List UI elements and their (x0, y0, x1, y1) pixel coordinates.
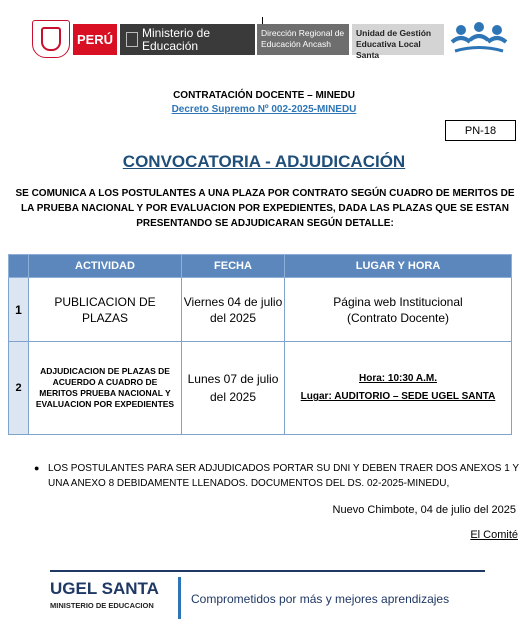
row-actividad: PUBLICACION DE PLAZAS (29, 278, 182, 342)
row-fecha: Viernes 04 de julio del 2025 (182, 278, 285, 342)
coat-of-arms-icon (32, 20, 70, 58)
table-row (9, 342, 512, 435)
shield-outline-icon (126, 32, 138, 47)
table-header-row (9, 255, 512, 278)
note-text: LOS POSTULANTES PARA SER ADJUDICADOS PORTAR SU DNI Y DEBEN TRAER DOS ANEXOS 1 Y UNA ANEXO 8 DEBIDAMENTE LLENADOS. DOCUMENTOS DEL DS. 02-2025-MINEDU, (48, 463, 519, 489)
page-title: CONVOCATORIA - ADJUDICACIÓN (122, 152, 406, 171)
row-lugar-text: Lugar: AUDITORIO – SEDE UGEL SANTA (300, 391, 496, 402)
table-row (9, 278, 512, 342)
ugel-logo-icon (449, 20, 509, 58)
decreto-link[interactable]: Decreto Supremo Nº 002-2025-MINEDU (171, 104, 357, 115)
table-header-actividad: ACTIVIDAD (29, 255, 182, 278)
ugel-label: Unidad de Gestión Educativa Local Santa (352, 24, 444, 55)
row-fecha: Lunes 07 de julio del 2025 (182, 342, 285, 435)
row-lugar (285, 342, 512, 435)
row-actividad: ADJUDICACION DE PLAZAS DE ACUERDO A CUADRO DE MERITOS PRUEBA NACIONAL Y EVALUACION POR EXPEDIENTES (29, 342, 182, 435)
row-lugar: Página web Institucional (Contrato Docente) (285, 278, 512, 342)
doc-heading: CONTRATACIÓN DOCENTE – MINEDU (173, 90, 355, 101)
ministerio-label (120, 24, 255, 55)
intro-text: SE COMUNICA A LOS POSTULANTES A UNA PLAZA POR CONTRATO SEGÚN CUADRO DE MERITOS DE LA PRUEBA NACIONAL Y POR EVALUACION POR EXPEDIENTES, DADA LAS PLAZAS QUE SE ESTAN PRESENTANDO SE ADJUDICARAN SEGÚN DETALLE: (15, 188, 515, 229)
bullet-icon: ● (34, 463, 40, 473)
signature: El Comité (470, 529, 518, 541)
table-header-lugar: LUGAR Y HORA (285, 255, 512, 278)
doc-code: PN-18 (445, 120, 516, 141)
ministerio-text: Ministerio de Educación (142, 26, 211, 53)
row-number: 2 (9, 342, 29, 435)
footer-name: UGEL SANTA (50, 579, 159, 598)
footer-bar (178, 577, 181, 619)
peru-label: PERÚ (73, 24, 117, 55)
table-header-num (9, 255, 29, 278)
header-logos (32, 20, 517, 58)
footer-divider (50, 570, 485, 572)
row-hora-text: Hora: 10:30 A.M. (359, 373, 437, 384)
footer-slogan: Comprometidos por más y mejores aprendizajes (191, 592, 450, 606)
row-number: 1 (9, 278, 29, 342)
footer-sub: MINISTERIO DE EDUCACION (50, 601, 154, 610)
place-date: Nuevo Chimbote, 04 de julio del 2025 (332, 504, 516, 516)
schedule-table (8, 254, 512, 435)
dre-label: Dirección Regional de Educación Ancash (257, 24, 349, 55)
table-header-fecha: FECHA (182, 255, 285, 278)
